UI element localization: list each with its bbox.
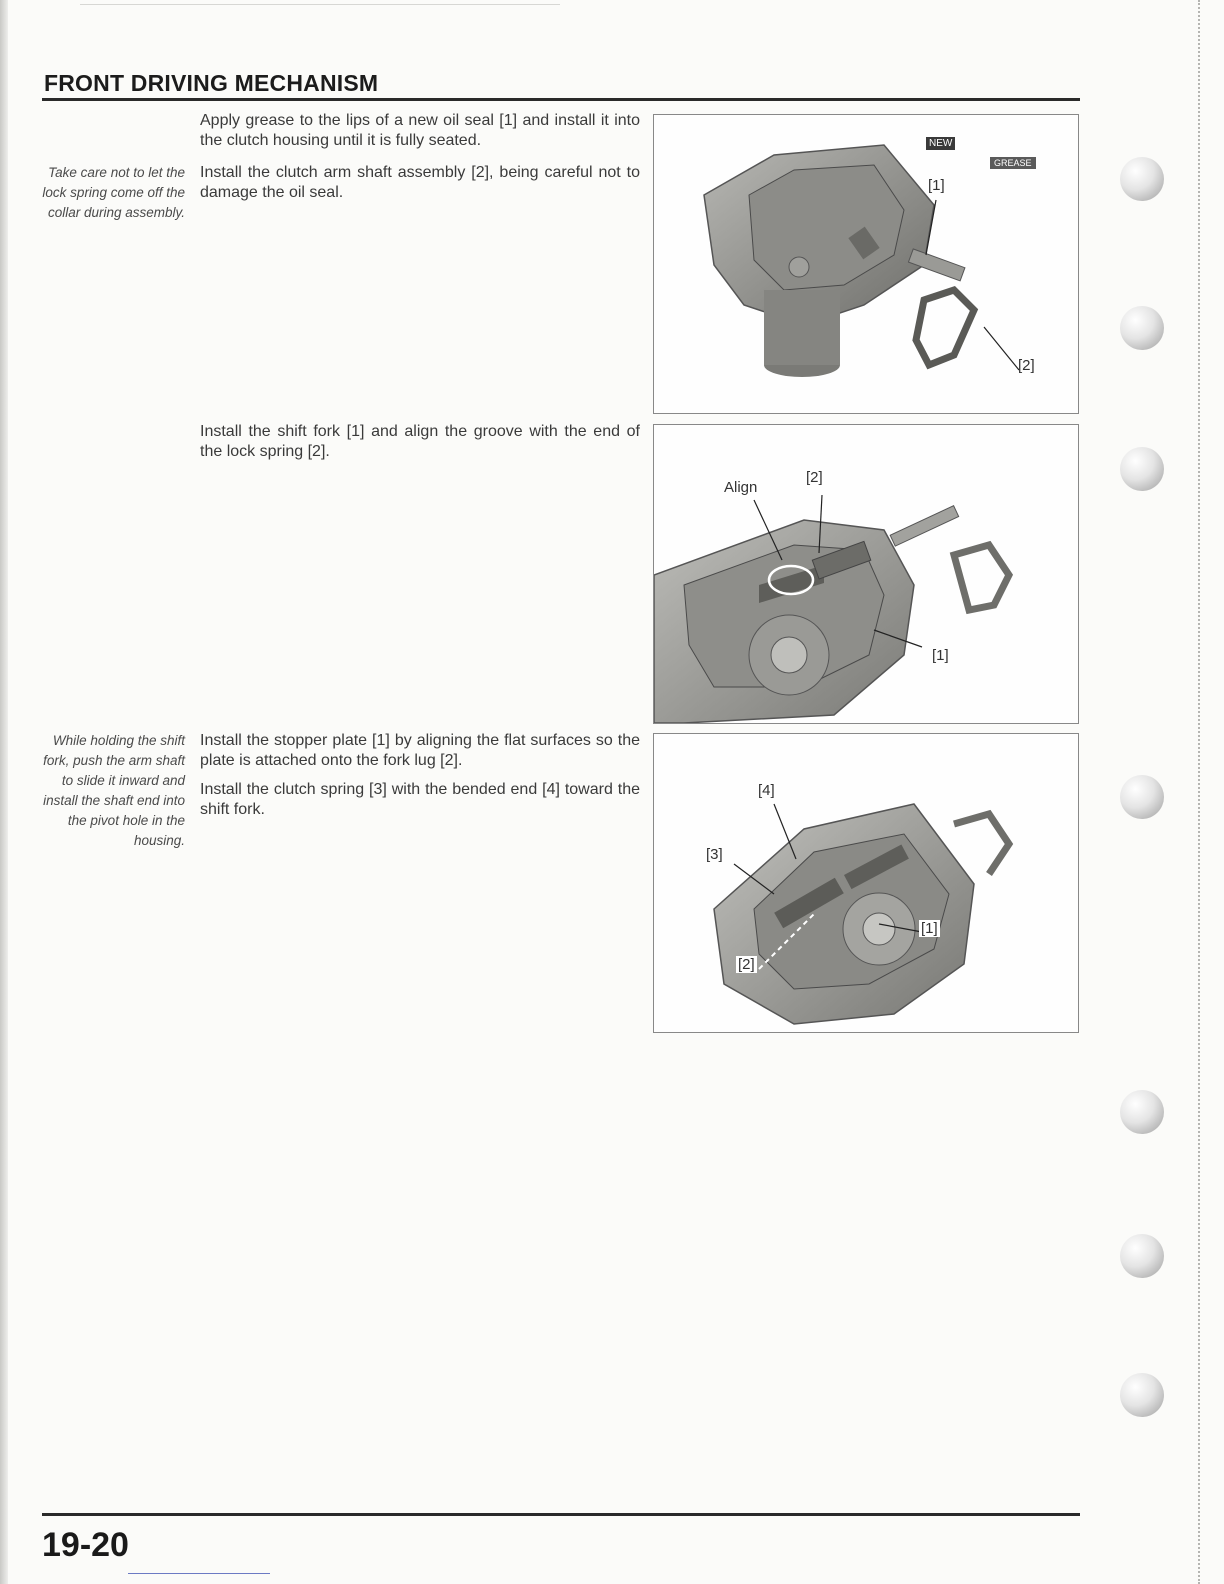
binder-tab [1120,157,1164,201]
binder-tab [1120,1090,1164,1134]
figure-stopper-plate [653,733,1079,1033]
callout-4: [4] [758,782,775,799]
callout-1: [1] [928,177,945,194]
page-number: 19-20 [42,1526,129,1564]
note-lock-spring: Take care not to let the lock spring come off the collar during assembly. [42,165,185,220]
stopper-plate-illustration [654,734,1078,1032]
callout-3: [3] [706,846,723,863]
callout-1: [1] [921,920,938,937]
figure-oil-seal [653,114,1079,414]
callout-2: [2] [738,956,755,973]
callout-2: [2] [806,469,823,486]
page-left-edge [0,0,8,1584]
binder-tab [1120,775,1164,819]
binder-tab [1120,1373,1164,1417]
new-part-badge: NEW [926,137,955,150]
page-right-edge [1198,0,1224,1584]
binder-tab [1120,1234,1164,1278]
step-clutch-spring: Install the clutch spring [3] with the bended end [4] toward the shift fork. [200,781,640,818]
step-stopper-plate: Install the stopper plate [1] by aligning the flat surfaces so the plate is attached onto the fork lug [2]. [200,732,640,769]
step-arm-shaft: Install the clutch arm shaft assembly [2], being careful not to damage the oil seal. [200,164,640,201]
step-oil-seal: Apply grease to the lips of a new oil seal [1] and install it into the clutch housing until it is fully seated. [200,112,640,149]
callout-1: [1] [932,647,949,664]
callout-align: Align [724,479,758,496]
binder-tab [1120,447,1164,491]
grease-badge: GREASE [990,157,1036,169]
footer-link-line [128,1573,270,1574]
section-title: FRONT DRIVING MECHANISM [44,70,379,96]
binder-tab [1120,306,1164,350]
scan-top-line [80,4,560,5]
callout-2: [2] [1018,357,1035,374]
shift-fork-illustration [654,425,1078,723]
figure-shift-fork [653,424,1079,724]
footer-rule [42,1513,1080,1516]
step-shift-fork: Install the shift fork [1] and align the groove with the end of the lock spring [2]. [200,423,640,460]
note-shift-fork: While holding the shift fork, push the arm shaft to slide it inward and install the shaft end into the pivot hole in the housing. [43,733,185,848]
title-rule [42,98,1080,101]
